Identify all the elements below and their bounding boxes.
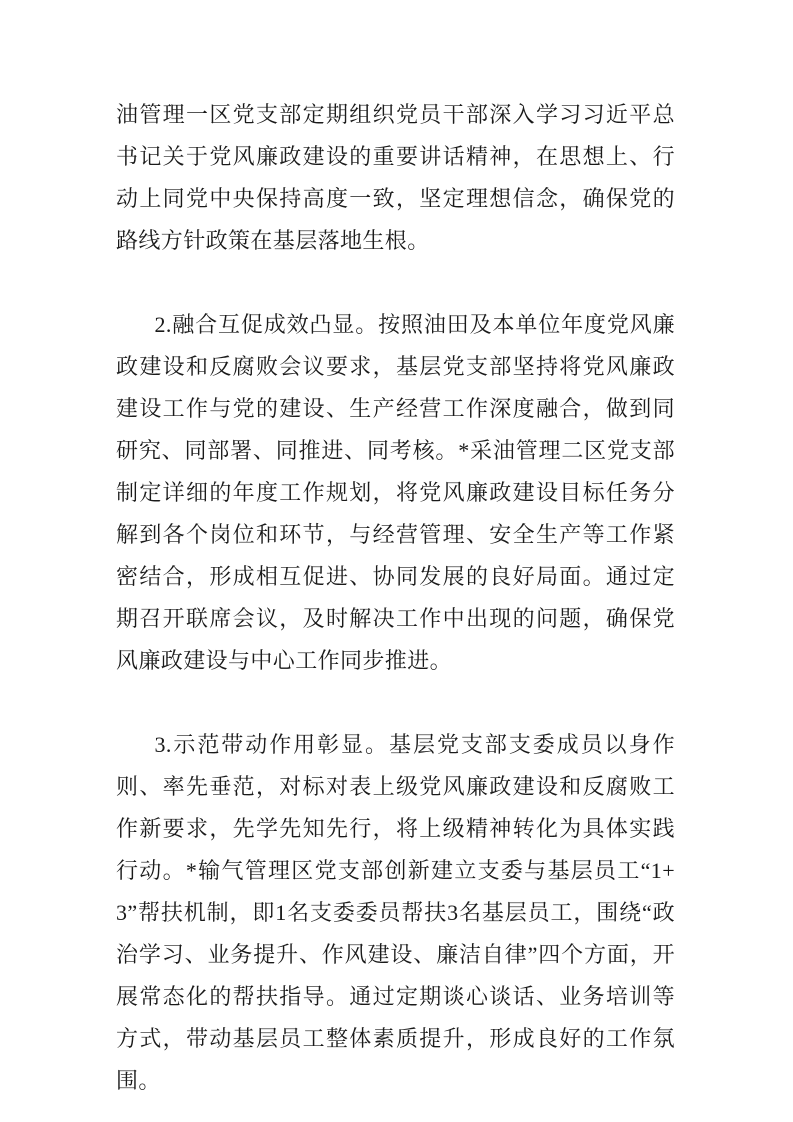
paragraph-3: 3.示范带动作用彰显。基层党支部支委成员以身作则、率先垂范，对标对表上级党风廉政建设和反腐败工作新要求，先学先知先行，将上级精神转化为具体实践行动。*输气管理区党支部创新建立支委与基层员工“1+3”帮扶机制，即1名支委委员帮扶3名基层员工，围绕“政治学习、业务提升、作风建设、廉洁自律”四个方面，开展常态化的帮扶指导。通过定期谈心谈话、业务培训等方式，带动基层员工整体素质提升，形成良好的工作氛围。 xyxy=(116,732,675,1093)
paragraph-2: 2.融合互促成效凸显。按照油田及本单位年度党风廉政建设和反腐败会议要求，基层党支部坚持将党风廉政建设工作与党的建设、生产经营工作深度融合，做到同研究、同部署、同推进、同考核。*采油管理二区党支部制定详细的年度工作规划，将党风廉政建设目标任务分解到各个岗位和环节，与经营管理、安全生产等工作紧密结合，形成相互促进、协同发展的良好局面。通过定期召开联席会议，及时解决工作中出现的问题，确保党风廉政建设与中心工作同步推进。 xyxy=(116,312,675,673)
paragraph-continuation: 油管理一区党支部定期组织党员干部深入学习习近平总书记关于党风廉政建设的重要讲话精神，在思想上、行动上同党中央保持高度一致，坚定理想信念，确保党的路线方针政策在基层落地生根。 xyxy=(116,102,675,253)
